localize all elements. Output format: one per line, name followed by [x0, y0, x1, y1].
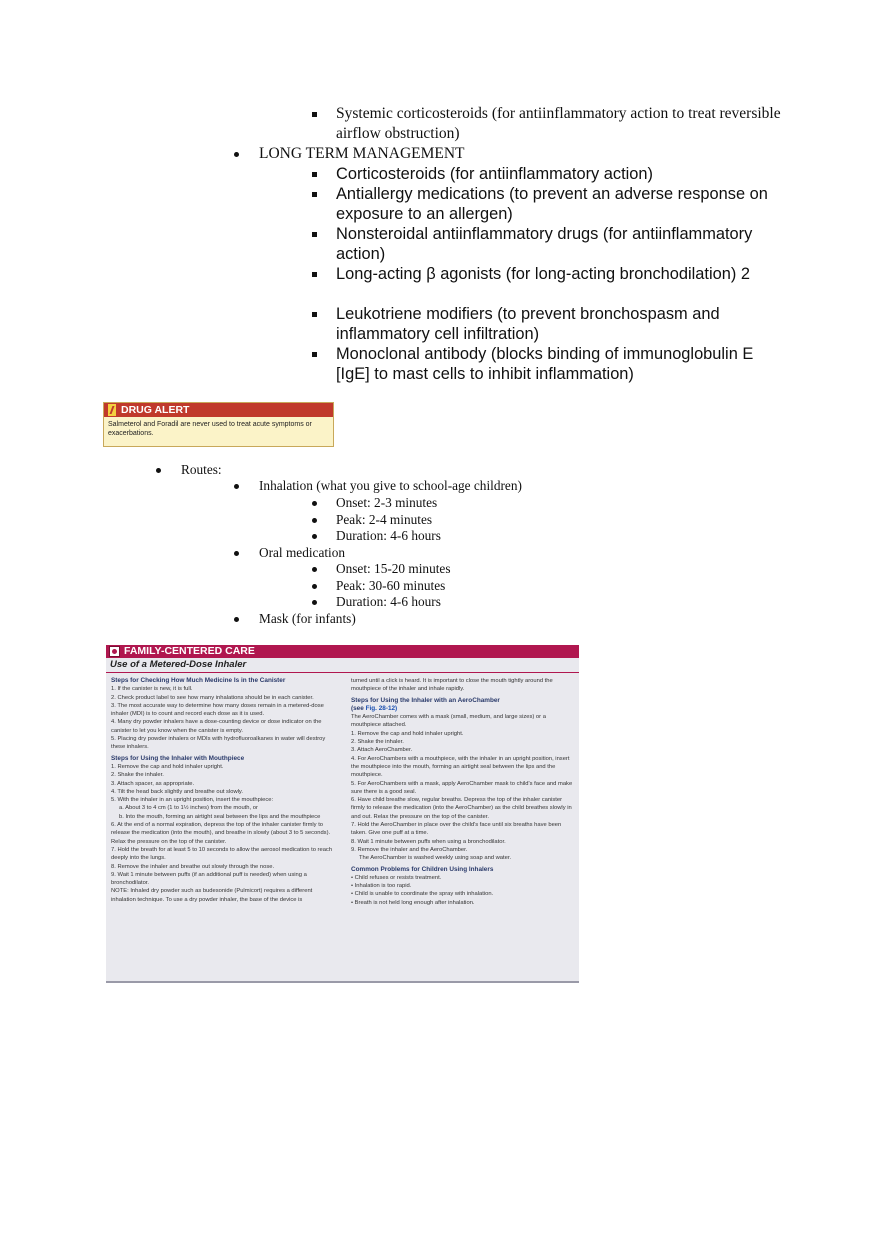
- step: 5. Placing dry powder inhalers or MDIs with hydrofluoroalkanes in water will destroy these inhalers.: [111, 736, 326, 751]
- round-bullet-icon: [312, 584, 317, 589]
- systemic-corticosteroids-item: [336, 104, 786, 144]
- round-bullet-icon: [312, 567, 317, 572]
- fcc-right-column: [351, 677, 577, 907]
- square-bullet-icon: [312, 192, 317, 197]
- step: 1. If the canister is new, it is full.: [111, 686, 193, 693]
- route-oral: Oral medication: [259, 545, 345, 562]
- intro-text: The AeroChamber comes with a mask (small, medium, and large sizes) or a mouthpiece attached.: [351, 714, 546, 729]
- problem-item: • Breath is not held long enough after inhalation.: [351, 899, 577, 907]
- route-inhalation: Inhalation (what you give to school-age children): [259, 478, 522, 495]
- long-term-heading: LONG TERM MANAGEMENT: [259, 144, 659, 164]
- step: 8. Wait 1 minute between puffs when using a bronchodilator.: [351, 838, 506, 845]
- fcc-columns: [111, 677, 574, 979]
- problem-item: • Child is unable to coordinate the spray with inhalation.: [351, 890, 577, 898]
- round-bullet-icon: [156, 468, 161, 473]
- step: 2. Shake the inhaler.: [351, 739, 404, 746]
- round-bullet-icon: [312, 518, 317, 523]
- step: 2. Shake the inhaler.: [111, 772, 164, 779]
- inhalation-onset: Onset: 2-3 minutes: [336, 495, 437, 512]
- step: 1. Remove the cap and hold inhaler upright.: [351, 730, 464, 737]
- substep: a. About 3 to 4 cm (1 to 1½ inches) from the mouth, or: [119, 805, 258, 812]
- round-bullet-icon: [234, 551, 239, 556]
- step: 5. For AeroChambers with a mask, apply AeroChamber mask to child's face and make sure there is a good seal.: [351, 780, 573, 795]
- square-bullet-icon: [312, 272, 317, 277]
- continuation-text: turned until a click is heard. It is important to close the mouth tightly around the mouthpiece of the inhaler and inhale rapidly.: [351, 678, 553, 693]
- inhalation-peak: Peak: 2-4 minutes: [336, 512, 432, 529]
- long-term-list: [336, 164, 786, 384]
- step: 2. Check product label to see how many inhalations should be in each canister.: [111, 694, 314, 701]
- routes-heading: Routes:: [181, 462, 222, 479]
- fcc-title-bar: FAMILY-CENTERED CARE: [106, 645, 579, 658]
- step: 4. Many dry powder inhalers have a dose-counting device or dose indicator on the canister to let you know when the canister is empty.: [111, 719, 322, 734]
- square-bullet-icon: [312, 312, 317, 317]
- step: 4. For AeroChambers with a mouthpiece, with the inhaler in an upright position, insert the mouthpiece into the mouth, forming an airtight seal between the lips and the mouthpiece.: [351, 755, 570, 779]
- step: 6. Have child breathe slow, regular breaths. Depress the top of the inhaler canister firmly to release the medication (into the AeroChamber) as the child breathes slowly in and out. Relax the pressure on the top of the canister.: [351, 797, 572, 820]
- step: 3. The most accurate way to determine how many doses remain in a metered-dose inhaler (MDI) is to count and record each dose as it is used.: [111, 702, 324, 718]
- section-heading: Common Problems for Children Using Inhalers: [351, 865, 494, 873]
- drug-alert-header: DRUG ALERT: [104, 403, 333, 417]
- step: 6. At the end of a normal expiration, depress the top of the inhaler canister firmly to release the medication (into the mouth), and breathe in slowly (about 3 to 5 seconds). Relax the pressure on the top of the canister.: [111, 822, 331, 845]
- family-centered-care-box: [106, 645, 579, 983]
- list-item: Antiallergy medications (to prevent an adverse response on exposure to an allergen): [336, 184, 786, 224]
- note: NOTE: Inhaled dry powder such as budesonide (Pulmicort) requires a different inhalation technique. To use a dry powder inhaler, the base of the device is: [111, 888, 313, 903]
- figure-reference: (see Fig. 28-12): [351, 704, 398, 712]
- round-bullet-icon: [312, 534, 317, 539]
- round-bullet-icon: [234, 617, 239, 622]
- fcc-left-column: [111, 677, 337, 904]
- inhalation-duration: Duration: 4-6 hours: [336, 528, 441, 545]
- step: 3. Attach spacer, as appropriate.: [111, 780, 195, 787]
- item-text: Systemic corticosteroids (for antiinflammatory action to treat reversible airflow obstruction): [336, 105, 781, 142]
- oral-onset: Onset: 15-20 minutes: [336, 561, 451, 578]
- step: 5. With the inhaler in an upright position, insert the mouthpiece:: [111, 797, 274, 804]
- step: 7. Hold the breath for at least 5 to 10 seconds to allow the aerosol medication to reach deeply into the lungs.: [111, 846, 333, 862]
- square-bullet-icon: [312, 232, 317, 237]
- section-heading: Steps for Using the Inhaler with Mouthpiece: [111, 754, 245, 762]
- square-bullet-icon: [312, 112, 317, 117]
- list-item: Nonsteroidal antiinflammatory drugs (for antiinflammatory action): [336, 224, 786, 264]
- lightning-bolt-icon: [108, 404, 116, 416]
- fcc-subtitle: Use of a Metered-Dose Inhaler: [106, 658, 579, 673]
- list-item: Monoclonal antibody (blocks binding of immunoglobulin E [IgE] to mast cells to inhibit inflammation): [336, 344, 786, 384]
- step: 3. Attach AeroChamber.: [351, 747, 413, 754]
- problem-item: • Child refuses or resists treatment.: [351, 874, 577, 882]
- section-heading: Steps for Using the Inhaler with an AeroChamber: [351, 696, 500, 704]
- step: 9. Remove the inhaler and the AeroChamber.: [351, 846, 468, 853]
- oral-duration: Duration: 4-6 hours: [336, 594, 441, 611]
- step: 9. Wait 1 minute between puffs (if an additional puff is needed) when using a bronchodilator.: [111, 871, 307, 887]
- round-bullet-icon: [312, 501, 317, 506]
- drug-alert-box: [103, 402, 334, 447]
- section-heading: Steps for Checking How Much Medicine Is in the Canister: [111, 677, 286, 684]
- list-item: Corticosteroids (for antiinflammatory action): [336, 164, 786, 184]
- step: 8. Remove the inhaler and breathe out slowly through the nose.: [111, 863, 275, 870]
- family-icon: [109, 646, 120, 657]
- square-bullet-icon: [312, 352, 317, 357]
- list-item: Leukotriene modifiers (to prevent bronchospasm and inflammatory cell infiltration): [336, 304, 786, 344]
- oral-peak: Peak: 30-60 minutes: [336, 578, 445, 595]
- step: 7. Hold the AeroChamber in place over the child's face until six breaths have been taken. Give one puff at a time.: [351, 822, 562, 837]
- round-bullet-icon: [234, 484, 239, 489]
- list-item: Long-acting β agonists (for long-acting bronchodilation) 2: [336, 264, 766, 304]
- round-bullet-icon: [312, 600, 317, 605]
- route-mask: Mask (for infants): [259, 611, 356, 628]
- round-bullet-icon: [234, 152, 239, 157]
- problem-item: • Inhalation is too rapid.: [351, 882, 577, 890]
- figure-link[interactable]: Fig. 28-12): [365, 704, 398, 712]
- square-bullet-icon: [312, 172, 317, 177]
- step: 4. Tilt the head back slightly and breathe out slowly.: [111, 788, 244, 795]
- drug-alert-text: Salmeterol and Foradil are never used to treat acute symptoms or exacerbations.: [108, 421, 312, 437]
- step: 1. Remove the cap and hold inhaler upright.: [111, 763, 224, 770]
- note: The AeroChamber is washed weekly using soap and water.: [359, 855, 512, 862]
- substep: b. Into the mouth, forming an airtight seal between the lips and the mouthpiece: [119, 813, 321, 820]
